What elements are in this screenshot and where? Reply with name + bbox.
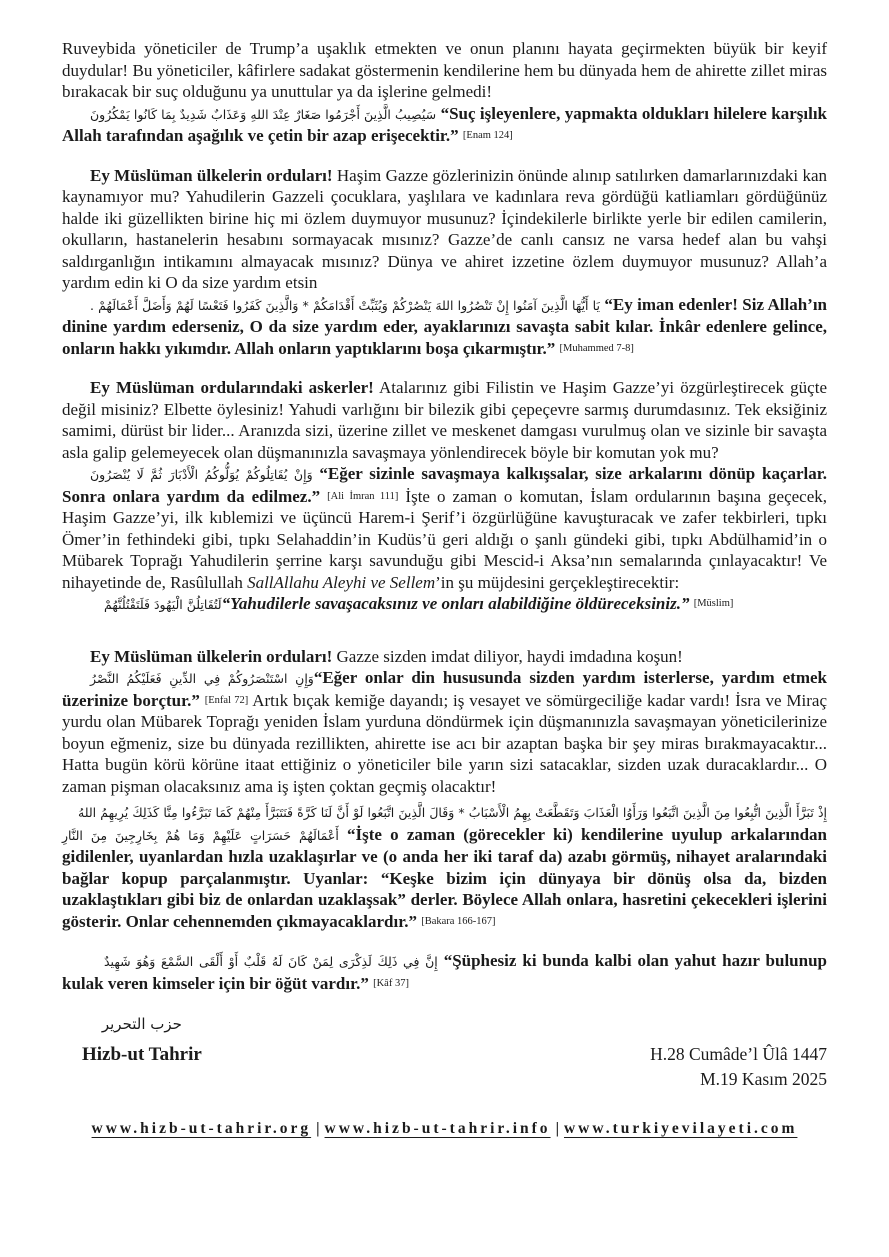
verse-reference-muhammed: [Muhammed 7-8] — [559, 342, 634, 354]
translation-enam: “Suç işleyenlere, yapmakta oldukları hilelere karşılık Allah tarafından aşağılık ve çetin bir azap erişecektir.” — [62, 103, 827, 145]
website-links-row — [62, 1118, 827, 1140]
paragraph-armies-of-muslim-countries — [62, 165, 827, 294]
paragraph-rest-soldiers: Atalarınız gibi Filistin ve Haşim Gazze’yi özgürleştirecek güçte değil misiniz? Elbette öylesiniz! Yahudi varlığını bir bilezik gibi çepeçevre sarmış durumdasınız. Tek eksiğiniz samimi, dürüst bir lider... Aranızda sizi, üzerine zillet ve meskenet damgası vurulmuş olan ve sizinle bir savaşta asla galip gelemeyecek olan düşmanınızla savaşmaya yönlendirecek böyle bir komutan yok mu? — [62, 378, 827, 462]
enfal-continuation: Artık bıçak kemiğe dayandı; iş vesayet ve sömürgeciliğe kadar vardı! İsra ve Miraç yurdu olan Mübarek Toprağı yeniden İslam yurduna döndürmek için düşmanınızla savaşmayan yöneticilerinize boyun eğmeniz, size bu dünyada rezillikten, ahirette ise acı bir azaptan başka bir şey miras bırakmayacaktır... Hatta bugün körü körüne itaat ettiğiniz o yöneticiler bile yarın sizi satacaklar, sizden uzak duracaklardır... O zaman pişman olacaksınız ama iş işten çoktan geçmiş olacaktır! — [62, 690, 827, 796]
hadith-reference-muslim: [Müslim] — [693, 598, 734, 609]
link-separator: | — [316, 1120, 320, 1137]
hadith-line — [62, 593, 827, 616]
arabic-verse-enfal: وَإِنِ اسْتَنْصَرُوكُمْ فِي الدِّينِ فَعَلَيْكُمُ النَّصْرُ — [90, 671, 314, 686]
link-hizb-ut-tahrir-org[interactable]: www.hizb-ut-tahrir.org — [91, 1120, 312, 1137]
arabic-verse-muhammed: يَا أَيُّهَا الَّذِينَ آمَنُوا إِنْ تَنْصُرُوا اللهَ يَنْصُرْكُمْ وَيُثَبِّتْ أَقْدَامَكُمْ * وَالَّذِينَ كَفَرُوا فَتَعْسًا لَهُمْ وَأَضَلَّ أَعْمَالَهُمْ . — [90, 297, 600, 313]
organization-block — [62, 1014, 202, 1065]
date-gregorian: M.19 Kasım 2025 — [700, 1069, 827, 1089]
quote-muhammed-7-8 — [62, 294, 827, 360]
paragraph-rest-gazze-call: Gazze sizden imdat diliyor, haydi imdadına koşun! — [332, 646, 683, 666]
translation-kaf: “Şüphesiz ki bunda kalbi olan yahut hazır bulunup kulak veren kimseler için bir öğüt vardır.” — [62, 951, 827, 993]
translation-muhammed: “Ey iman edenler! Siz Allah’ın dinine yardım ederseniz, O da size yardım eder, ayaklarınızı savaşta sabit kılar. İnkâr edenlere gelince, onların hakkı yıkımdır. Allah onların yaptıklarını boşa çıkarmıştır.” — [62, 294, 827, 358]
quote-bakara-166-167 — [62, 801, 827, 932]
verse-reference-ali-imran: [Ali İmran 111] — [327, 490, 399, 502]
commander-continuation-end: ’in şu müjdesini gerçekleştirecektir: — [435, 572, 680, 592]
paragraph-ruveybida — [62, 38, 827, 103]
signature-block — [62, 1014, 827, 1092]
date-block — [650, 1042, 827, 1092]
paragraph-lead-soldiers: Ey Müslüman ordularındaki askerler! — [90, 378, 374, 397]
paragraph-lead-armies: Ey Müslüman ülkelerin orduları! — [90, 165, 333, 185]
link-hizb-ut-tahrir-info[interactable]: www.hizb-ut-tahrir.info — [324, 1120, 551, 1137]
paragraph-ruveybida-text: Ruveybida yöneticiler de Trump’a uşaklık etmekten ve onun planını hayata geçirmekten büyük bir keyif duydular! Bu yöneticiler, kâfirlere sadakat göstermenin kendilerine hem bu dünyada hem de ahirette zillet miras bırakacak bir suç olduğunu ya unuttular ya da işlerine gelmedi! — [62, 39, 827, 101]
paragraph-lead-gazze-call: Ey Müslüman ülkelerin orduları! — [90, 646, 333, 666]
verse-reference-enam: [Enam 124] — [462, 130, 513, 141]
paragraph-rest-armies: Haşim Gazze gözlerinizin önünde alınıp satılırken damarlarınızdaki kan kaynamıyor mu? Yahudilerin Gazzeli çocuklara, yaşlılara ve kadınlara reva gördüğü katliamları gördüğünüz halde iki güzellikten birine hiç mi özlem duymuyor musunuz? İçindekilerle birlikte yerle bir edilen camilerin, okulların, hastanelerin hesabını sormayacak mısınız? Gazze’de canlı cansız ne varsa hedef alan bu vahşi saldırganlığın intikamını almayacak mısınız? Dünya ve ahiret izzetine özlem duymuyor musunuz? Allah’a yardım edin ki O da size yardım etsin — [62, 165, 828, 292]
paragraph-soldiers — [62, 377, 827, 463]
quote-kaf-37 — [62, 950, 827, 994]
quote-enfal-72 — [62, 667, 827, 797]
verse-reference-kaf: [Kâf 37] — [373, 977, 409, 989]
translation-hadith: “Yahudilerle savaşacaksınız ve onları alabildiğine öldüreceksiniz.” — [221, 594, 690, 613]
arabic-verse-ali-imran: وَإِنْ يُقَاتِلُوكُمْ يُوَلُّوكُمُ الْأَدْبَارَ ثُمَّ لَا يُنْصَرُونَ — [90, 467, 313, 482]
link-separator-2: | — [555, 1120, 559, 1137]
verse-reference-bakara: [Bakara 166-167] — [421, 915, 496, 927]
quote-enam-124 — [62, 103, 827, 147]
arabic-verse-kaf: إِنَّ فِي ذَلِكَ لَذِكْرَى لِمَنْ كَانَ لَهُ قَلْبٌ أَوْ أَلْقَى السَّمْعَ وَهُوَ شَهِيدٌ — [104, 954, 438, 969]
salawat-text: SallAllahu Aleyhi ve Sellem — [247, 572, 436, 592]
date-hijri: H.28 Cumâde’l Ûlâ 1447 — [650, 1044, 827, 1064]
paragraph-gazze-call — [62, 646, 827, 668]
arabic-verse-enam: سَيُصِيبُ الَّذِينَ أَجْرَمُوا صَغَارٌ عِنْدَ اللهِ وَعَذَابٌ شَدِيدٌ بِمَا كَانُوا يَمْكُرُونَ — [90, 106, 437, 122]
organization-name-arabic: حزب التحرير — [101, 1015, 182, 1033]
organization-name: Hizb-ut Tahrir — [82, 1043, 202, 1065]
arabic-verse-bakara: إِذْ تَبَرَّأَ الَّذِينَ اتُّبِعُوا مِنَ الَّذِينَ اتَّبَعُوا وَرَأَوُا الْعَذَابَ وَتَقَطَّعَتْ بِهِمُ الْأَسْبَابُ * وَقَالَ الَّذِينَ اتَّبَعُوا لَوْ أَنَّ لَنَا كَرَّةً فَنَتَبَرَّأَ مِنْهُمْ كَمَا تَبَرَّءُوا مِنَّا كَذَلِكَ يُرِيهِمُ اللهُ أَعْمَالَهُمْ حَسَرَاتٍ عَلَيْهِمْ وَمَا هُمْ بِخَارِجِينَ مِنَ النَّارِ — [62, 805, 827, 843]
verse-reference-enfal: [Enfal 72] — [204, 694, 249, 706]
translation-bakara: “İşte o zaman (görecekler ki) kendilerine uyulup arkalarından gidilenler, uyanlardan hızla uzaklaşırlar ve (o anda her iki taraf da) azabı görmüş, nihayet aralarındaki bağlar kopup parçalanmıştır. Uyanlar: “Keşke bizim için dünyaya bir dönüş olsa da, bizden uzaklaştıkları gibi biz de onlardan uzaklaşsak” derler. Böylece Allah onlara, hasretini çekecekleri işlerini gösterir. Onlar cehennemden çıkmayacaklardır.” — [62, 824, 827, 931]
translation-enfal: “Eğer onlar din hususunda sizden yardım isterlerse, yardım etmek üzerinize borçtur.” — [62, 668, 828, 710]
translation-ali-imran: “Eğer sizinle savaşmaya kalkışsalar, size arkalarını dönüp kaçarlar. Sonra onlara yardım da edilmez.” — [62, 464, 827, 506]
arabic-hadith: لَتُقَاتِلُنَّ الْيَهُودَ فَلَتَقْتُلُنَّهُمْ — [104, 597, 222, 612]
commander-continuation: İşte o zaman o komutan, İslam ordularının başına geçecek, Haşim Gazze’yi, ilk kıblemizi ve üçüncü Harem-i Şerif’i özgürlüğüne kavuşturacak ve zafer tekbirleri, tıpkı Ömer’in fethindeki gibi, tıpkı Selahaddin’in Kudüs’ü geri aldığı o şanlı gündeki gibi, tıpkı Abdülhamid’in o Mübarek Toprağı Yahudilerin şerrine karşı savunduğu gibi Mescid-i Aksa’nın semalarında çınlayacaktır! Ve nihayetinde de, Rasûlullah — [62, 486, 828, 592]
quote-ali-imran-111 — [62, 463, 827, 593]
link-turkiyevilayeti-com[interactable]: www.turkiyevilayeti.com — [563, 1120, 798, 1137]
